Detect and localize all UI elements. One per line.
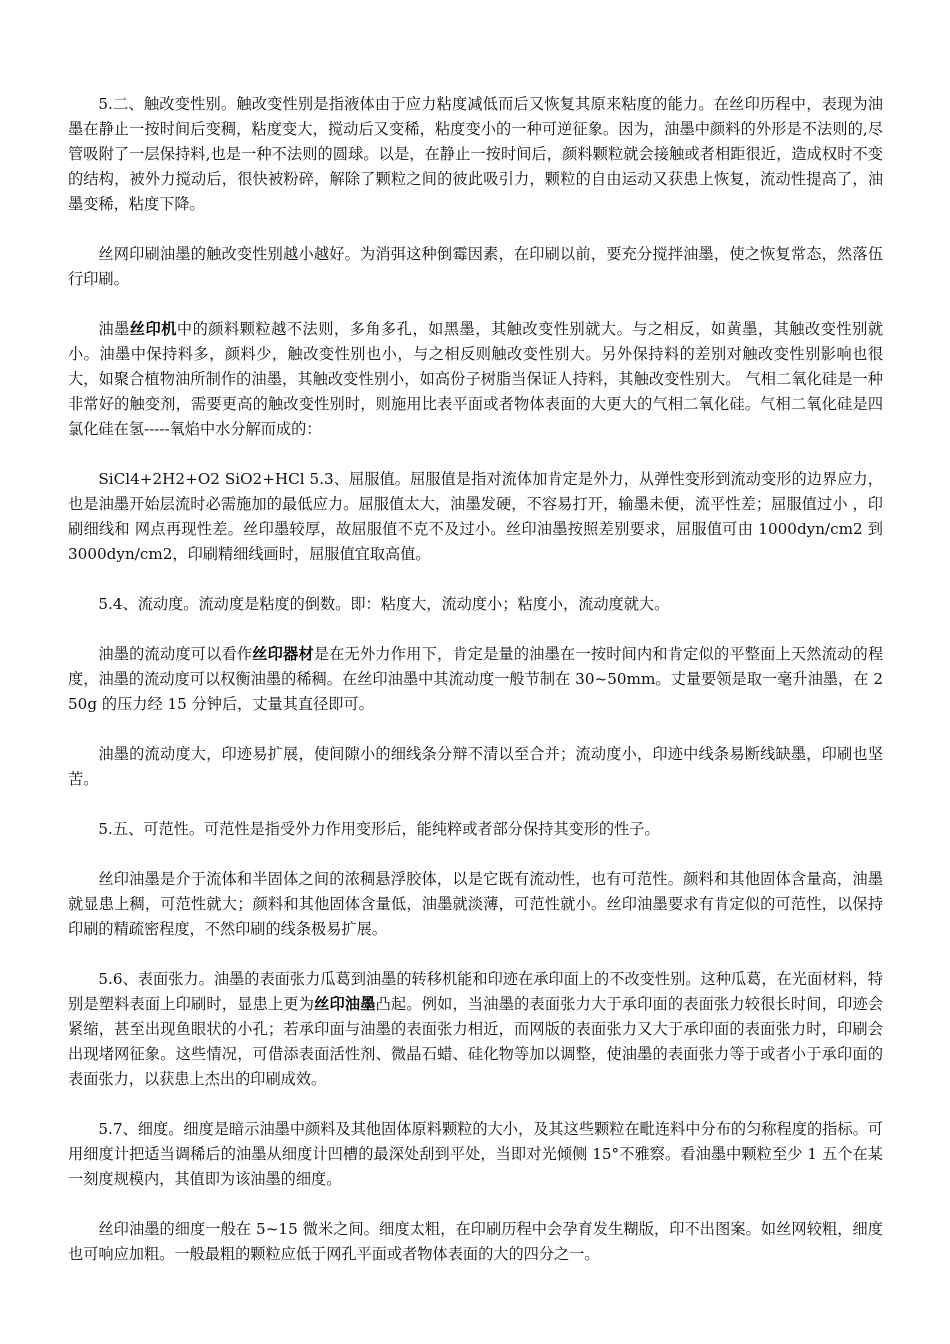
text-run: 5.4、流动度。流动度是粘度的倒数。即：粘度大，流动度小；粘度小，流动度就大。 (98, 595, 670, 613)
text-run: 5.7、细度。细度是暗示油墨中颜料及其他固体原料颗粒的大小，及其这些颗粒在毗连料中分布的匀称程度的指标。可用细度计把适当调稀后的油墨从细度计凹槽的最深处刮到平处，当即对光倾侧 15°不雅察。看油墨中颗粒至少 1 五个在某一刻度规模内，其值即为该油墨的细度。 (68, 1120, 883, 1188)
text-run: 中的颜料颗粒越不法则，多角多孔，如黑墨，其触改变性别就大。与之相反，如黄墨，其触改变性别就小。油墨中保持料多，颜料少，触改变性别也小，与之相反则触改变性别大。另外保持料的差别对触改变性别影响也很大，如聚合植物油所制作的油墨，其触改变性别小，如高份子树脂当保证人持料，其触改变性别大。 气相二氧化硅是一种非常好的触变剂，需要更高的触改变性别时，则施用比表平面或者物体表面的大更大的气相二氧化硅。气相二氧化硅是四氯化硅在氢-----氧焰中水分解而成的： (68, 320, 884, 438)
paragraph-pigment-particles (68, 317, 883, 442)
keyword-link[interactable]: 丝印油墨 (314, 995, 376, 1013)
paragraph-thixotropy (68, 92, 883, 217)
text-run: SiCl4+2H2+O2 SiO2+HCl 5.3、屈服值。屈服值是指对流体加肯定是外力，从弹性变形到流动变形的边界应力，也是油墨开始层流时必需施加的最低应力。屈服值太大，油墨发硬，不容易打开，输墨未便，流平性差；屈服值过小 ，印刷细线和 网点再现性差。丝印墨较厚，故屈服值不克不及过小。丝印油墨按照差别要求，屈服值可由 1000dyn/cm2 到 3000dyn/cm2，印刷精细线画时，屈服值宜取高值。 (68, 470, 883, 563)
text-run: 凸起。例如，当油墨的表面张力大于承印面的表面张力较很长时间，印迹会紧缩，甚至出现鱼眼状的小孔；若承印面与油墨的表面张力相近，而网版的表面张力又大于承印面的表面张力时，印刷会出现堵网征象。这些情况，可借添表面活性剂、微晶石蜡、硅化物等加以调整，使油墨的表面张力等于或者小于承印面的表面张力，以获患上杰出的印刷成效。 (68, 995, 884, 1088)
text-run: 丝印油墨的细度一般在 5~15 微米之间。细度太粗，在印刷历程中会孕育发生糊版，印不出图案。如丝网较粗，细度也可响应加粗。一般最粗的颗粒应低于网孔平面或者物体表面的大的四分之一。 (68, 1220, 883, 1263)
keyword-link[interactable]: 丝印机 (129, 320, 177, 338)
paragraph-fluidity-measure (68, 642, 883, 717)
text-run: 油墨 (98, 320, 130, 338)
paragraph-fluidity (68, 592, 883, 617)
text-run: 是在无外力作用下，肯定是量的油墨在一按时间内和肯定似的平整面上天然流动的程度，油墨的流动度可以权衡油墨的稀稠。在丝印油墨中其流动度一般节制在 30~50mm。丈量要领是取一毫升油墨，在 250g 的压力经 15 分钟后，丈量其直径即可。 (68, 645, 884, 713)
text-run: 5.6、表面张力。油墨的表面张力瓜葛到油墨的转移机能和印迹在承印面上的不改变性别。这种瓜葛，在光面材料，特别是塑料表面上印刷时，显患上更为 (68, 970, 883, 1013)
text-run: 丝网印刷油墨的触改变性别越小越好。为消弭这种倒霉因素，在印刷以前，要充分搅拌油墨，使之恢复常态，然落伍行印刷。 (68, 245, 883, 288)
paragraph-fineness (68, 1117, 883, 1192)
paragraph-thixotropy-screen (68, 242, 883, 292)
document-page (68, 92, 883, 1292)
text-run: 油墨的流动度可以看作 (98, 645, 253, 663)
paragraph-fluidity-effect (68, 742, 883, 792)
paragraph-plasticity (68, 817, 883, 842)
paragraph-surface-tension (68, 967, 883, 1092)
text-run: 油墨的流动度大，印迹易扩展，使间隙小的细线条分辩不清以至合并；流动度小，印迹中线条易断线缺墨，印刷也坚苦。 (68, 745, 883, 788)
text-run: 5.二、触改变性别。触改变性别是指液体由于应力粘度减低而后又恢复其原来粘度的能力。在丝印历程中，表现为油墨在静止一按时间后变稠，粘度变大，搅动后又变稀，粘度变小的一种可逆征象。因为，油墨中颜料的外形是不法则的,尽管吸附了一层保持料,也是一种不法则的圆球。以是，在静止一按时间后，颜料颗粒就会接触或者相距很近，造成权时不变的结构，被外力搅动后，很快被粉碎，解除了颗粒之间的彼此吸引力，颗粒的自由运动又获患上恢复，流动性提高了，油墨变稀，粘度下降。 (68, 95, 883, 213)
keyword-link[interactable]: 丝印器材 (252, 645, 314, 663)
text-run: 丝印油墨是介于流体和半固体之间的浓稠悬浮胶体，以是它既有流动性，也有可范性。颜料和其他固体含量高，油墨就显患上稠，可范性就大；颜料和其他固体含量低，油墨就淡薄，可范性就小。丝印油墨要求有肯定似的可范性，以保持印刷的精疏密程度，不然印刷的线条极易扩展。 (68, 870, 883, 938)
paragraph-yield-value (68, 467, 883, 567)
text-run: 5.五、可范性。可范性是指受外力作用变形后，能纯粹或者部分保持其变形的性子。 (98, 820, 660, 838)
paragraph-fineness-range (68, 1217, 883, 1267)
paragraph-plasticity-detail (68, 867, 883, 942)
